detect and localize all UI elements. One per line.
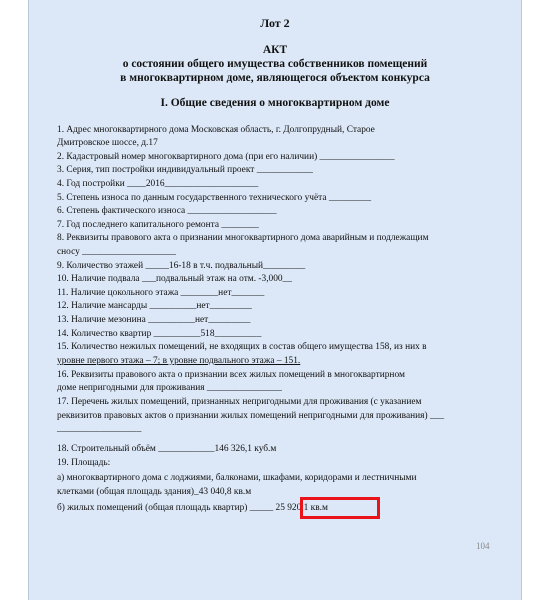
item-volume: 18. Строительный объём ____________146 326,1 куб.м	[57, 444, 277, 454]
item-emergency-act-cont: сносу ____________________	[57, 247, 176, 257]
item-apartments: 14. Количество квартир __________518__________	[57, 329, 262, 339]
highlight-box	[300, 497, 380, 519]
item-address-cont: Дмитровское шоссе, д.17	[57, 138, 158, 148]
item-wear-actual: 6. Степень фактического износа ___________________	[57, 206, 277, 216]
item-series: 3. Серия, тип постройки индивидуальный проект ____________	[57, 165, 313, 175]
item-last-repair: 7. Год последнего капитального ремонта ________	[57, 220, 259, 230]
item-floors: 9. Количество этажей _____16-18 в т.ч. подвальный_________	[57, 261, 306, 271]
act-title: АКТ	[262, 44, 288, 56]
document-page	[28, 0, 522, 600]
item-area-building: а) многоквартирного дома с лоджиями, балконами, шкафами, коридорами и лестничными	[57, 473, 417, 483]
item-wear-tech: 5. Степень износа по данным государственного технического учёта _________	[57, 193, 372, 203]
item-mezzanine: 13. Наличие мезонина __________нет_________	[57, 315, 251, 325]
item-nonresidential: 15. Количество нежилых помещений, не входящих в состав общего имущества 158, из них в	[57, 342, 427, 352]
item-area-heading: 19. Площадь:	[57, 458, 111, 468]
item-address: 1. Адрес многоквартирного дома Московская область, г. Долгопрудный, Старое	[57, 125, 375, 135]
lot-title: Лот 2	[260, 16, 290, 30]
act-subtitle-line-2: в многоквартирном доме, являющегося объектом конкурса	[120, 72, 430, 84]
item-area-building-cont: клетками (общая площадь здания)_43 040,8 кв.м	[57, 487, 252, 497]
item-uninhabitable-list-blank: __________________	[57, 424, 142, 434]
item-uninhabitable-act: 16. Реквизиты правового акта о признании всех жилых помещений в многоквартирном	[57, 370, 405, 380]
item-attic: 12. Наличие мансарды __________нет_________	[57, 301, 252, 311]
item-year: 4. Год постройки ____2016____________________	[57, 179, 259, 189]
page-number: 104	[476, 541, 490, 551]
item-uninhabitable-list: 17. Перечень жилых помещений, признанных непригодными для проживания (с указанием	[57, 397, 422, 407]
item-uninhabitable-act-cont: доме непригодными для проживания ________________	[57, 383, 282, 393]
section-title: I. Общие сведения о многоквартирном доме	[160, 97, 390, 109]
item-uninhabitable-list-cont: реквизитов правовых актов о признании жилых помещений непригодными для проживания) ___	[57, 411, 445, 421]
item-cadastral: 2. Кадастровый номер многоквартирного дома (при его наличии) ________________	[57, 152, 395, 162]
item-ground-floor: 11. Наличие цокольного этажа ________нет_______	[57, 288, 265, 298]
item-emergency-act: 8. Реквизиты правового акта о признании многоквартирного дома аварийным и подлежащим	[57, 233, 429, 243]
act-subtitle-line-1: о состоянии общего имущества собственников помещений	[122, 58, 428, 70]
item-area-apartments: б) жилых помещений (общая площадь квартир) _____ 25 920,1 кв.м	[57, 503, 328, 513]
item-nonresidential-cont: уровне первого этажа – 7; в уровне подвального этажа – 151.	[57, 356, 301, 366]
item-basement: 10. Наличие подвала ___подвальный этаж на отм. -3,000__	[57, 274, 292, 284]
